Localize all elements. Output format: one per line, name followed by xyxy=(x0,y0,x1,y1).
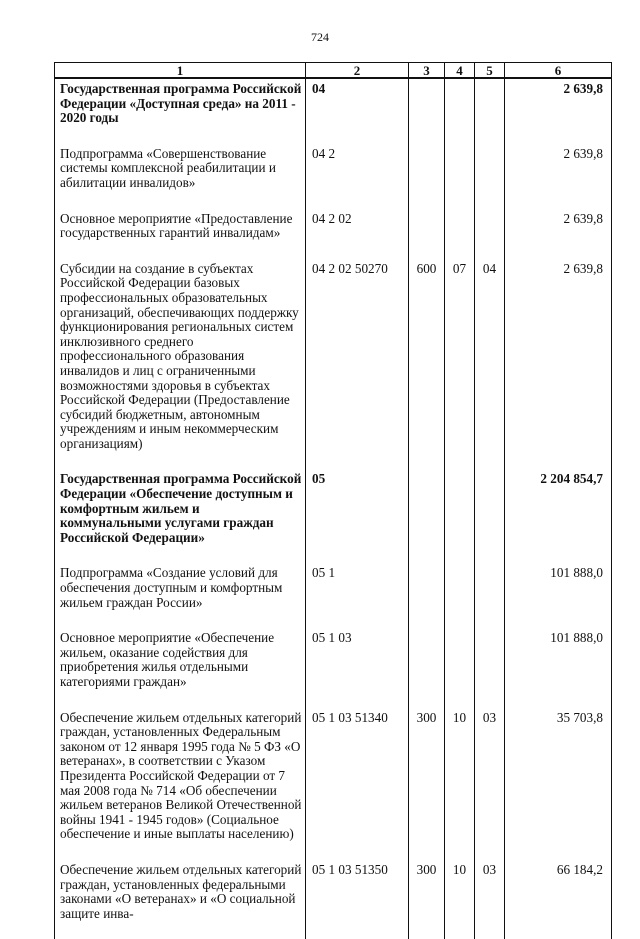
row-section xyxy=(445,469,475,563)
column-header: 1 xyxy=(55,63,306,79)
column-header: 3 xyxy=(409,63,445,79)
row-subsection xyxy=(475,144,505,209)
row-name: Обеспечение жильем отдельных категорий граждан, установленных Федеральным законом от 12 января 1995 года № 5 ФЗ «О ветеранах», в соответствии с Указом Президента Российской Федерации от 7 мая 2008 года № 714 «Об обеспечении жильем ветеранов Великой Отечественной войны 1941 - 1945 годов» (Социальное обеспечение и иные выплаты населению) xyxy=(55,708,306,860)
row-amount: 35 703,8 xyxy=(505,708,612,860)
row-name: Обеспечение жильем отдельных категорий граждан, установленных федеральными законами «О ветеранах» и «О социальной защите инва- xyxy=(55,860,306,939)
table-row xyxy=(55,628,612,707)
row-expense-type xyxy=(409,469,445,563)
row-name: Государственная программа Российской Федерации «Доступная среда» на 2011 - 2020 годы xyxy=(55,78,306,144)
table-row xyxy=(55,209,612,259)
table-body xyxy=(55,78,612,939)
budget-table xyxy=(54,62,612,939)
column-header: 2 xyxy=(306,63,409,79)
column-header: 6 xyxy=(505,63,612,79)
row-name: Основное мероприятие «Предоставление государственных гарантий инвалидам» xyxy=(55,209,306,259)
page-number: 724 xyxy=(311,30,329,44)
row-amount: 2 639,8 xyxy=(505,209,612,259)
row-code: 04 xyxy=(306,78,409,144)
row-amount: 2 204 854,7 xyxy=(505,469,612,563)
row-expense-type: 600 xyxy=(409,259,445,470)
row-amount: 2 639,8 xyxy=(505,78,612,144)
table-row xyxy=(55,78,612,144)
row-section xyxy=(445,144,475,209)
table-row xyxy=(55,259,612,470)
row-subsection xyxy=(475,563,505,628)
row-expense-type xyxy=(409,144,445,209)
row-code: 05 1 03 xyxy=(306,628,409,707)
row-section: 10 xyxy=(445,708,475,860)
row-code: 05 xyxy=(306,469,409,563)
row-subsection xyxy=(475,469,505,563)
row-name: Основное мероприятие «Обеспечение жильем, оказание содействия для приобретения жилья отдельными категориями граждан» xyxy=(55,628,306,707)
row-amount: 101 888,0 xyxy=(505,563,612,628)
row-section xyxy=(445,563,475,628)
row-subsection: 03 xyxy=(475,708,505,860)
row-expense-type: 300 xyxy=(409,860,445,939)
row-subsection: 04 xyxy=(475,259,505,470)
row-name: Государственная программа Российской Федерации «Обеспечение доступным и комфортным жильем и коммунальными услугами граждан Российской Федерации» xyxy=(55,469,306,563)
table-row xyxy=(55,144,612,209)
row-code: 05 1 03 51340 xyxy=(306,708,409,860)
row-section xyxy=(445,78,475,144)
row-subsection xyxy=(475,209,505,259)
row-expense-type xyxy=(409,78,445,144)
row-code: 04 2 02 50270 xyxy=(306,259,409,470)
row-expense-type xyxy=(409,563,445,628)
row-amount: 2 639,8 xyxy=(505,144,612,209)
row-section xyxy=(445,628,475,707)
row-amount: 66 184,2 xyxy=(505,860,612,939)
column-header: 4 xyxy=(445,63,475,79)
table-row xyxy=(55,708,612,860)
row-code: 05 1 03 51350 xyxy=(306,860,409,939)
table-row xyxy=(55,860,612,939)
row-subsection xyxy=(475,628,505,707)
row-expense-type xyxy=(409,628,445,707)
row-name: Подпрограмма «Создание условий для обеспечения доступным и комфортным жильем граждан России» xyxy=(55,563,306,628)
row-section: 10 xyxy=(445,860,475,939)
row-name: Субсидии на создание в субъектах Российской Федерации базовых профессиональных образовательных организаций, обеспечивающих поддержку функционирования региональных систем инклюзивного среднего профессионального образования инвалидов и лиц с ограниченными возможностями здоровья в субъектах Российской Федерации (Предоставление субсидий бюджетным, автономным учреждениям и иным некоммерческим организациям) xyxy=(55,259,306,470)
row-subsection: 03 xyxy=(475,860,505,939)
row-amount: 2 639,8 xyxy=(505,259,612,470)
table-row xyxy=(55,563,612,628)
row-section: 07 xyxy=(445,259,475,470)
row-code: 04 2 xyxy=(306,144,409,209)
row-code: 05 1 xyxy=(306,563,409,628)
column-header: 5 xyxy=(475,63,505,79)
row-amount: 101 888,0 xyxy=(505,628,612,707)
row-expense-type xyxy=(409,209,445,259)
header-row xyxy=(55,63,612,79)
row-subsection xyxy=(475,78,505,144)
row-section xyxy=(445,209,475,259)
row-code: 04 2 02 xyxy=(306,209,409,259)
row-expense-type: 300 xyxy=(409,708,445,860)
table-row xyxy=(55,469,612,563)
row-name: Подпрограмма «Совершенствование системы комплексной реабилитации и абилитации инвалидов» xyxy=(55,144,306,209)
